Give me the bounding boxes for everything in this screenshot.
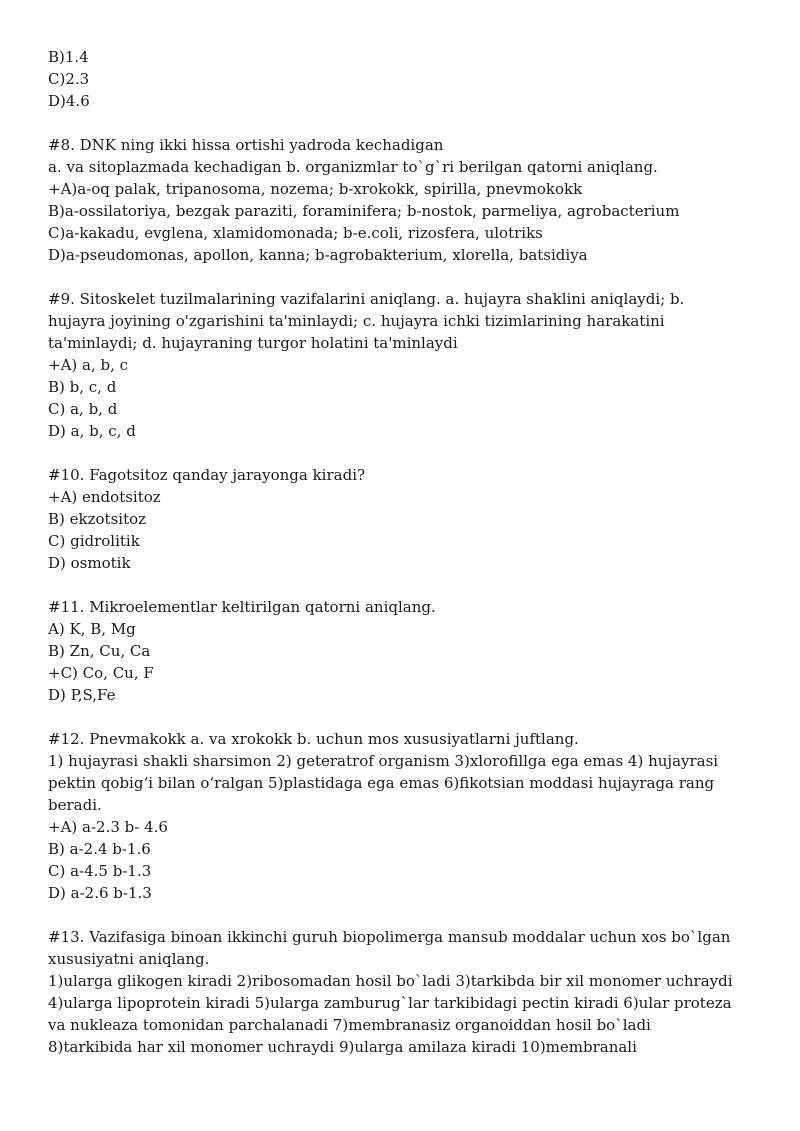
question-text: 1)ularga glikogen kiradi 2)ribosomadan hosil bo`ladi 3)tarkibda bir xil monomer uchraydi [48, 972, 733, 990]
option-c: C) a-4.5 b-1.3 [48, 862, 152, 880]
question-10 [48, 464, 758, 574]
question-text: #13. Vazifasiga binoan ikkinchi guruh biopolimerga mansub moddalar uchun xos bo`lgan [48, 928, 731, 946]
option-d: D) osmotik [48, 554, 131, 572]
option-b: B) b, c, d [48, 378, 117, 396]
question-text: #11. Mikroelementlar keltirilgan qatorni aniqlang. [48, 598, 436, 616]
option-b: B)1.4 [48, 48, 89, 66]
option-c: +C) Co, Cu, F [48, 664, 154, 682]
previous-question-options [48, 46, 758, 112]
option-b: B)a-ossilatoriya, bezgak paraziti, foraminifera; b-nostok, parmeliya, agrobacterium [48, 202, 680, 220]
question-text: 8)tarkibida har xil monomer uchraydi 9)ularga amilaza kiradi 10)membranali [48, 1038, 637, 1056]
question-text: 4)ularga lipoprotein kiradi 5)ularga zamburug`lar tarkibidagi pectin kiradi 6)ular proteza [48, 994, 732, 1012]
question-text: 1) hujayrasi shakli sharsimon 2) geteratrof organism 3)xlorofillga ega emas 4) hujayrasi [48, 752, 719, 770]
option-d: D) a, b, c, d [48, 422, 136, 440]
question-text: hujayra joyining o'zgarishini ta'minlaydi; c. hujayra ichki tizimlarining harakatini [48, 312, 665, 330]
option-d: D)a-pseudomonas, apollon, kanna; b-agrobakterium, xlorella, batsidiya [48, 246, 588, 264]
option-a: +A) a, b, c [48, 356, 129, 374]
question-text: beradi. [48, 796, 102, 814]
option-c: C) a, b, d [48, 400, 118, 418]
question-9 [48, 288, 758, 442]
question-text: #12. Pnevmakokk a. va xrokokk b. uchun mos xususiyatlarni juftlang. [48, 730, 579, 748]
question-11 [48, 596, 758, 706]
option-d: D)4.6 [48, 92, 90, 110]
question-text: ta'minlaydi; d. hujayraning turgor holatini ta'minlaydi [48, 334, 458, 352]
option-a: A) K, B, Mg [48, 620, 136, 638]
option-c: C) gidrolitik [48, 532, 140, 550]
option-a: +A) endotsitoz [48, 488, 161, 506]
question-8 [48, 134, 758, 266]
question-text: a. va sitoplazmada kechadigan b. organizmlar to`g`ri berilgan qatorni aniqlang. [48, 158, 658, 176]
question-text: pektin qobig‘i bilan o‘ralgan 5)plastidaga ega emas 6)fikotsian moddasi hujayraga rang [48, 774, 715, 792]
question-12 [48, 728, 758, 904]
option-c: C)a-kakadu, evglena, xlamidomonada; b-e.coli, rizosfera, ulotriks [48, 224, 543, 242]
option-a: +A)a-oq palak, tripanosoma, nozema; b-xrokokk, spirilla, pnevmokokk [48, 180, 583, 198]
question-text: #9. Sitoskelet tuzilmalarining vazifalarini aniqlang. a. hujayra shaklini aniqlaydi; b. [48, 290, 685, 308]
document-page [48, 46, 758, 1058]
question-text: #8. DNK ning ikki hissa ortishi yadroda kechadigan [48, 136, 444, 154]
option-b: B) a-2.4 b-1.6 [48, 840, 151, 858]
question-13 [48, 926, 758, 1058]
option-d: D) P,S,Fe [48, 686, 116, 704]
option-b: B) Zn, Cu, Ca [48, 642, 151, 660]
option-a: +A) a-2.3 b- 4.6 [48, 818, 168, 836]
option-d: D) a-2.6 b-1.3 [48, 884, 152, 902]
question-text: va nukleaza tomonidan parchalanadi 7)membranasiz organoiddan hosil bo`ladi [48, 1016, 651, 1034]
option-c: C)2.3 [48, 70, 90, 88]
question-text: xususiyatni aniqlang. [48, 950, 210, 968]
option-b: B) ekzotsitoz [48, 510, 147, 528]
question-text: #10. Fagotsitoz qanday jarayonga kiradi? [48, 466, 366, 484]
